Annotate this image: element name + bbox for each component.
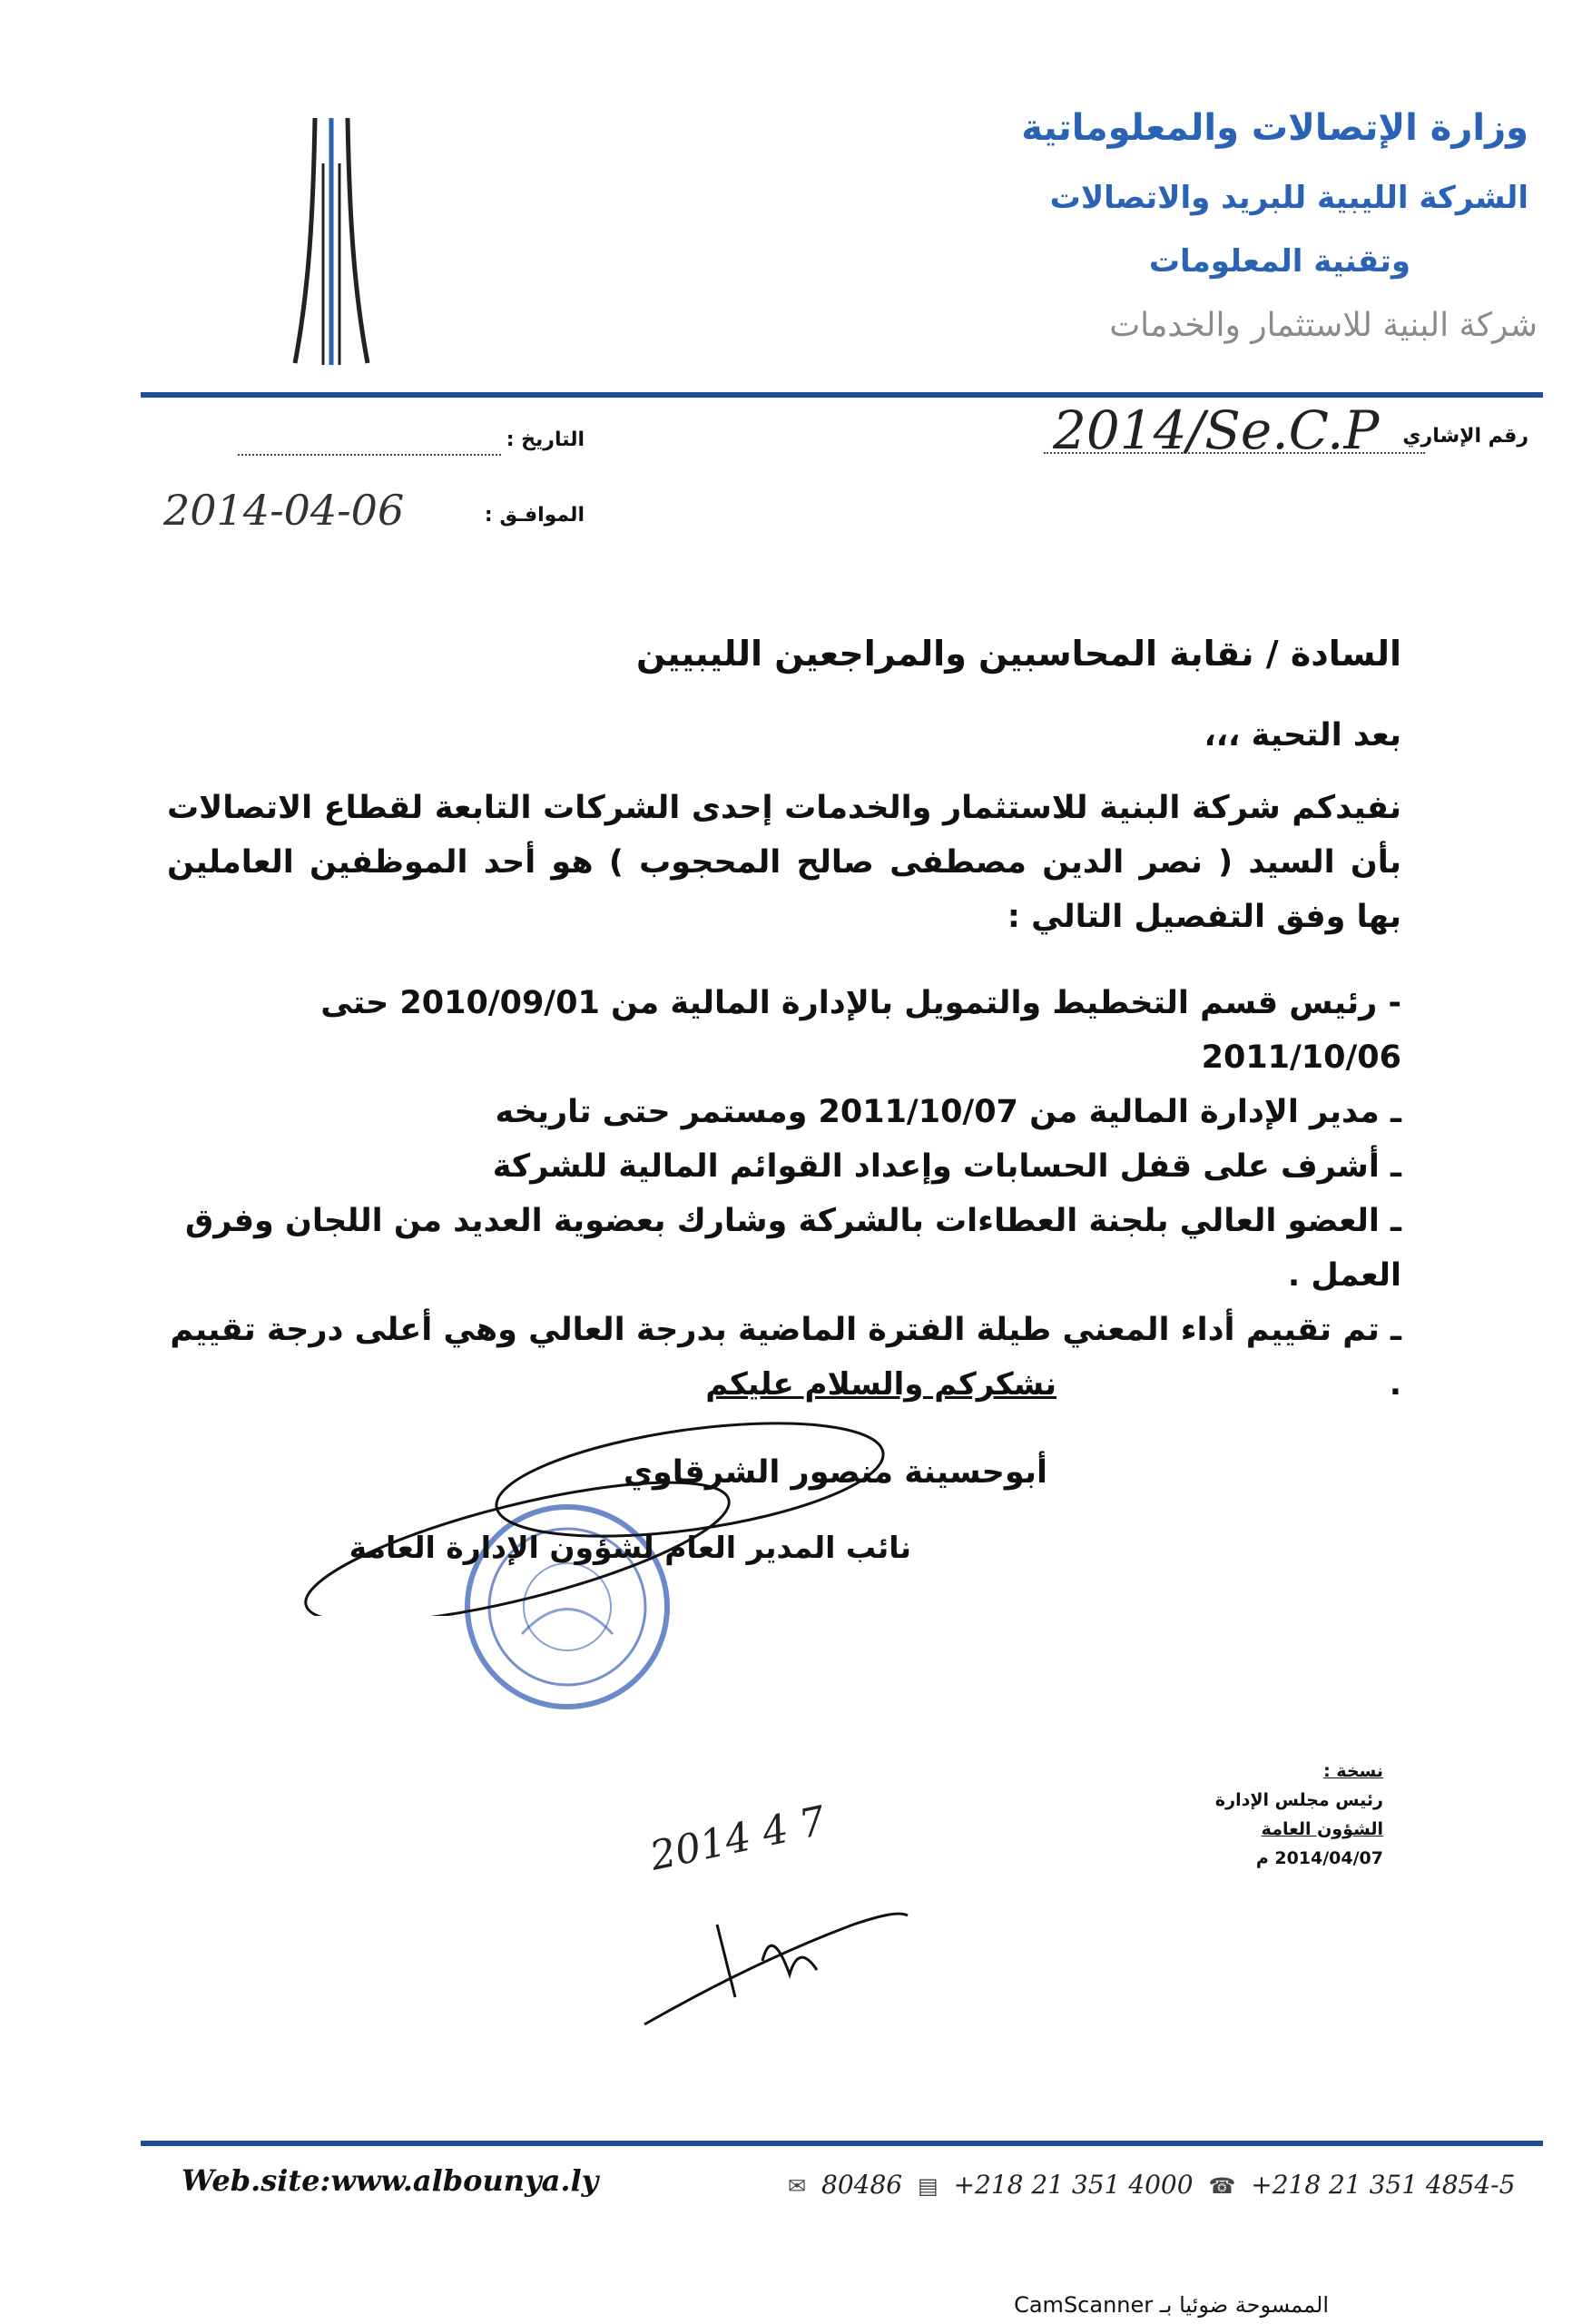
intro-paragraph: نفيدكم شركة البنية للاستثمار والخدمات إحدى الشركات التابعة لقطاع الاتصالات بأن السيد ( نصر الدين مصطفى صالح المحجوب ) هو أحد الموظفين العاملين بها وفق التفصيل التالي :	[167, 790, 1401, 935]
signatory-name: أبوحسينة منصور الشرقاوي	[623, 1454, 1047, 1491]
list-item: ـ العضو العالي بلجنة العطاءات بالشركة وشارك بعضوية العديد من اللجان وفرق العمل .	[185, 1203, 1401, 1294]
date-line	[238, 454, 501, 456]
list-item: ـ تم تقييم أداء المعني طيلة الفترة الماضية بدرجة العالي وهي أعلى درجة تقييم .	[170, 1312, 1401, 1403]
copies-line: 2014/04/07 م	[1255, 1848, 1383, 1868]
fax-number: +218 21 351 4000	[953, 2170, 1194, 2200]
footer-rule	[141, 2141, 1543, 2146]
hijri-label: الموافـق :	[484, 504, 585, 527]
handwritten-scribble	[635, 1888, 944, 2043]
company-logo	[241, 109, 422, 372]
ministry-name: وزارة الإتصالات والمعلوماتية	[1021, 107, 1528, 149]
footer-contact	[781, 2170, 1515, 2200]
signatory-title: نائب المدير العام لشؤون الإدارة العامة	[349, 1530, 911, 1565]
details-list	[167, 976, 1401, 1412]
ref-underline	[1044, 452, 1425, 454]
date-label: التاريخ :	[506, 428, 585, 451]
header-rule	[141, 392, 1543, 398]
phone-icon: ☎	[1208, 2173, 1236, 2199]
hijri-value: 2014-04-06	[163, 486, 405, 535]
ref-value: 2014/Se.C.P	[1053, 399, 1380, 461]
handwritten-date: 2014 4 7	[645, 1797, 830, 1880]
list-item: ـ أشرف على قفل الحسابات وإعداد القوائم المالية للشركة	[492, 1148, 1401, 1185]
copies-line: الشؤون العامة	[1261, 1819, 1383, 1839]
list-item: - رئيس قسم التخطيط والتمويل بالإدارة المالية من 2010/09/01 حتى 2011/10/06	[320, 985, 1401, 1076]
greeting: بعد التحية ،،،	[1204, 717, 1401, 753]
copies-block	[1215, 1757, 1383, 1873]
signature	[290, 1416, 908, 1616]
ref-label: رقم الإشاري	[1402, 425, 1528, 448]
company-name-line3: شركة البنية للاستثمار والخدمات	[1109, 307, 1538, 344]
scan-tag: الممسوحة ضوئيا بـ CamScanner	[1014, 2292, 1329, 2318]
fax-icon: ▤	[918, 2173, 938, 2199]
copies-heading: نسخة :	[1323, 1761, 1383, 1781]
closing: نشكركم والسلام عليكم	[705, 1366, 1056, 1403]
addressee: السادة / نقابة المحاسبين والمراجعين الليبيين	[635, 634, 1401, 674]
company-name-line2: وتقنية المعلومات	[1148, 243, 1410, 280]
mailbox-icon: ✉	[788, 2173, 807, 2199]
list-item: ـ مدير الإدارة المالية من 2011/10/07 ومستمر حتى تاريخه	[495, 1094, 1401, 1130]
phone-number: +218 21 351 4854-5	[1251, 2170, 1516, 2200]
footer-website: Web.site:www.albounya.ly	[182, 2163, 599, 2198]
copies-line: رئيس مجلس الإدارة	[1214, 1790, 1383, 1810]
po-box: 80486	[821, 2170, 903, 2200]
company-name-line1: الشركة الليبية للبريد والاتصالات	[1049, 180, 1528, 216]
